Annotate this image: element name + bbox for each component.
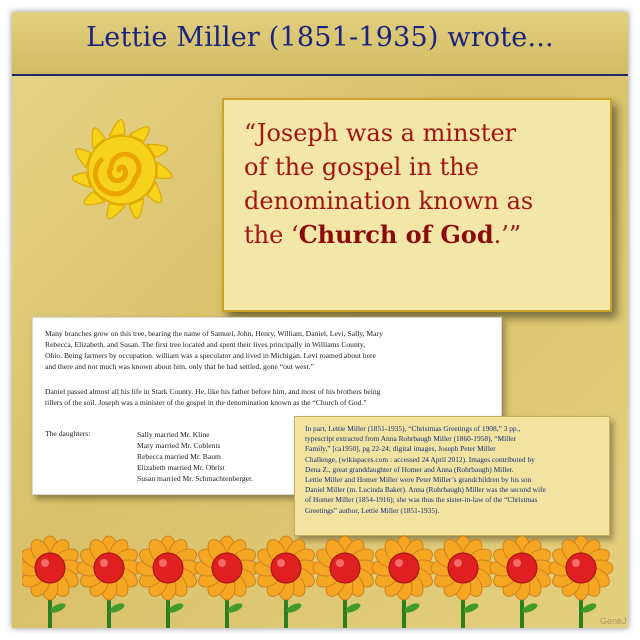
citation-line: typescript extracted from Anna Rohrbaugh Miller (1860-1958), “Miller bbox=[305, 434, 516, 444]
excerpt-line: Many branches grew on this tree, bearing the name of Samuel, John, Henry, William, Daniel, Levi, Sally, Mary bbox=[45, 329, 383, 338]
excerpt-line: Daniel passed almost all his life in Stark County. He, like his father before him, and most of his brothers being bbox=[45, 387, 381, 396]
citation-line: Dena Z., great granddaughter of Homer and Anna (Rohrbaugh) Miller. bbox=[305, 464, 514, 474]
flower-icon bbox=[549, 536, 613, 628]
watermark: GeneJ bbox=[600, 616, 627, 626]
quote-emphasis: Church of God bbox=[298, 220, 494, 249]
excerpt-line: Ohio. Being farmers by occupation. william was a speculator and lived in Michigan. Levi roamed about here bbox=[45, 351, 376, 360]
flower-icon bbox=[254, 536, 318, 628]
citation-line: Lettie Miller and Homer Miller were Peter Miller’s grandchildren by his son bbox=[305, 475, 532, 485]
flower-icon bbox=[431, 536, 495, 628]
citation-text bbox=[305, 424, 601, 516]
citation-line: Family,” [ca1950], pg 22-24; digital images, Joseph Peter Miller bbox=[305, 444, 496, 454]
flower-icon bbox=[22, 536, 82, 628]
daughters-list bbox=[137, 429, 253, 484]
citation-box bbox=[294, 416, 610, 536]
daughter-item: Sally married Mr. Kline bbox=[137, 430, 210, 439]
daughter-item: Susan married Mr. Schmachtenberger. bbox=[137, 474, 254, 483]
quote-card bbox=[222, 98, 612, 312]
excerpt-paragraph-2 bbox=[45, 386, 380, 408]
quote-line-suffix: .’” bbox=[493, 221, 522, 249]
daughter-item: Rebecca married Mr. Baum bbox=[137, 452, 221, 461]
flower-icon bbox=[136, 536, 200, 628]
sun-ray bbox=[109, 120, 125, 137]
citation-line: of Homer Miller (1854-1916); she was thus the sister-in-law of the “Christmas bbox=[305, 495, 538, 505]
flower-border bbox=[22, 534, 618, 628]
citation-line: Greetings” author, Lettie Miller (1851-1935). bbox=[305, 505, 440, 515]
citation-line: Challenge, (wikispaces.com : accessed 24 April 2012). Images contributed by bbox=[305, 454, 535, 464]
flower-icon bbox=[490, 536, 554, 628]
page-title: Lettie Miller (1851-1935) wrote... bbox=[86, 22, 554, 53]
quote-line: of the gospel in the bbox=[244, 153, 479, 181]
excerpt-paragraph-1 bbox=[45, 328, 383, 372]
excerpt-line: and there and not much was known about him, only that he had settled, gone “out west.” bbox=[45, 362, 314, 371]
daughter-item: Elizabeth married Mr. Obrist bbox=[137, 463, 225, 472]
scrapbook-frame bbox=[12, 12, 628, 628]
citation-line: In part, Lettie Miller (1851-1935), “Christmas Greetings of 1908,” 3 pp., bbox=[305, 424, 521, 433]
quote-line bbox=[244, 218, 594, 252]
quote-line-prefix: the ‘ bbox=[244, 221, 299, 249]
excerpt-line: Rebecca, Elizabeth, and Susan. The first tree located and spent their lives principally in Williams County, bbox=[45, 340, 366, 349]
daughters-label: The daughters: bbox=[45, 429, 91, 438]
sun-ray bbox=[157, 162, 172, 178]
sun-icon bbox=[52, 100, 192, 240]
quote-text bbox=[244, 116, 594, 252]
sun-ray bbox=[107, 204, 125, 219]
daughter-item: Mary married Mr. Coblents bbox=[137, 441, 221, 450]
quote-line: denomination known as bbox=[244, 187, 534, 215]
flower-icon bbox=[313, 536, 377, 628]
excerpt-line: tillers of the soil. Joseph was a minister of the gospel in the denomination known as the “Church of God.” bbox=[45, 398, 367, 407]
title-bar bbox=[12, 12, 628, 76]
flower-icon bbox=[372, 536, 436, 628]
quote-line: “Joseph was a minster bbox=[244, 119, 517, 147]
citation-line: Daniel Miller (m. Lucinda Baker). Anna (Rohrbaugh) Miller was the second wife bbox=[305, 485, 546, 495]
flower-icon bbox=[77, 536, 141, 628]
flower-icon bbox=[195, 536, 259, 628]
